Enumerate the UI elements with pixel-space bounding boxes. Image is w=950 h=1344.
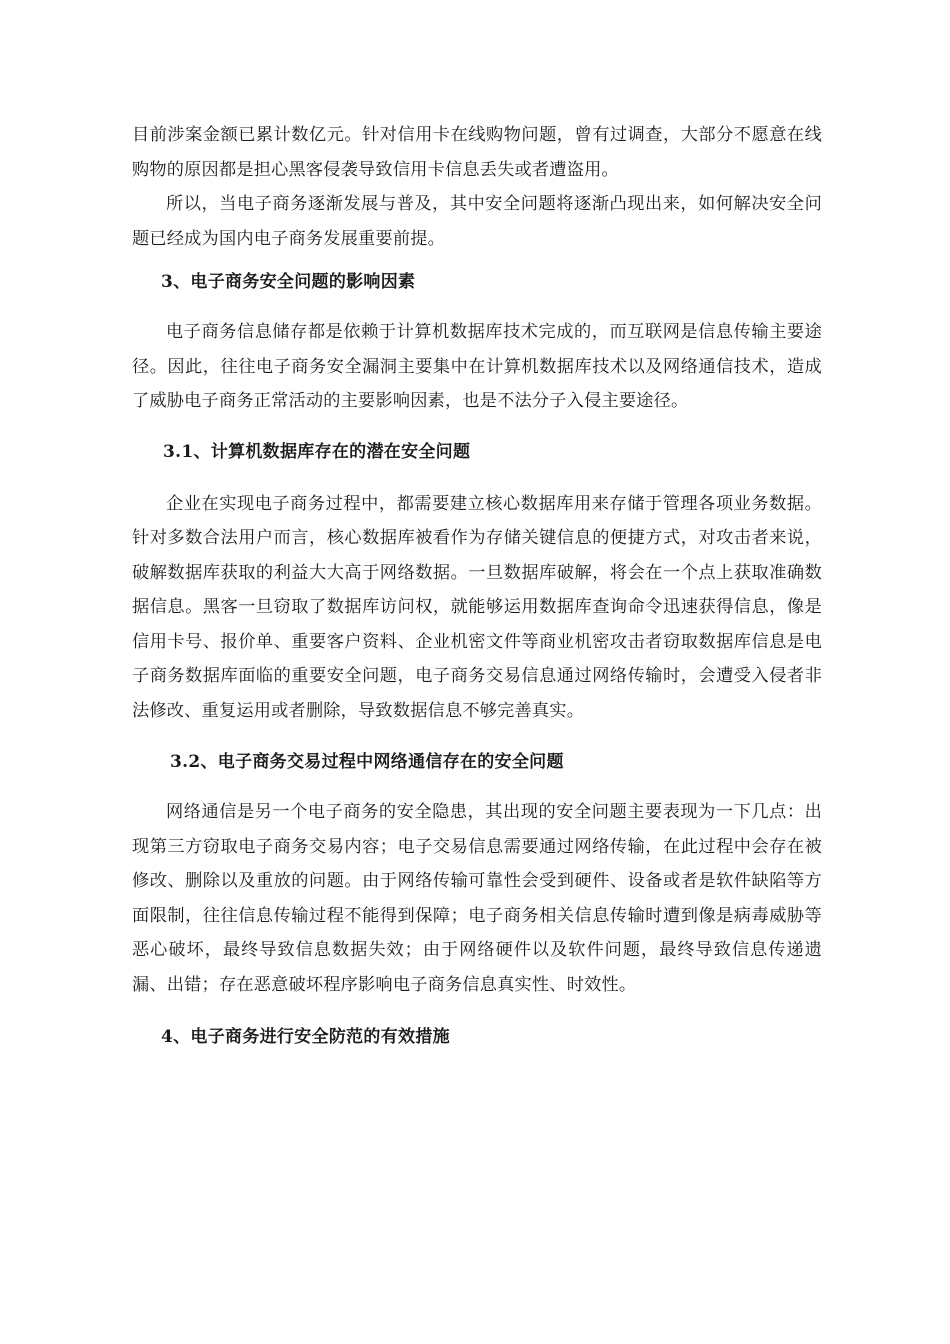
section-heading-3-1: 3.1、计算机数据库存在的潜在安全问题: [163, 441, 471, 462]
section-heading-3: 3、电子商务安全问题的影响因素: [161, 272, 416, 292]
section-heading-4: 4、电子商务进行安全防范的有效措施: [161, 1027, 450, 1047]
paragraph-security-premise: 所以，当电子商务逐渐发展与普及，其中安全问题将逐渐凸现出来，如何解决安全问题已经成为国内电子商务发展重要前提。: [132, 194, 822, 249]
paragraph-influencing-factors: 电子商务信息储存都是依赖于计算机数据库技术完成的，而互联网是信息传输主要途径。因此，往往电子商务安全漏洞主要集中在计算机数据库技术以及网络通信技术，造成了威胁电子商务正常活动的主要影响因素，也是不法分子入侵主要途径。: [132, 322, 822, 411]
section-heading-3-2: 3.2、电子商务交易过程中网络通信存在的安全问题: [170, 752, 564, 772]
paragraph-database-security: 企业在实现电子商务过程中，都需要建立核心数据库用来存储于管理各项业务数据。针对多数合法用户而言，核心数据库被看作为存储关键信息的便捷方式，对攻击者来说，破解数据库获取的利益大大高于网络数据。一旦数据库破解，将会在一个点上获取准确数据信息。黑客一旦窃取了数据库访问权，就能够运用数据库查询命令迅速获得信息，像是信用卡号、报价单、重要客户资料、企业机密文件等商业机密攻击者窃取数据库信息是电子商务数据库面临的重要安全问题，电子商务交易信息通过网络传输时，会遭受入侵者非法修改、重复运用或者删除，导致数据信息不够完善真实。: [132, 493, 822, 721]
paragraph-network-security: 网络通信是另一个电子商务的安全隐患，其出现的安全问题主要表现为一下几点：出现第三方窃取电子商务交易内容；电子交易信息需要通过网络传输，在此过程中会存在被修改、删除以及重放的问题。由于网络传输可靠性会受到硬件、设备或者是软件缺陷等方面限制，往往信息传输过程不能得到保障；电子商务相关信息传输时遭到像是病毒威胁等恶心破坏，最终导致信息数据失效；由于网络硬件以及软件问题，最终导致信息传递遗漏、出错；存在恶意破坏程序影响电子商务信息真实性、时效性。: [132, 802, 822, 995]
paragraph-fraud-amount: 目前涉案金额已累计数亿元。针对信用卡在线购物问题，曾有过调查，大部分不愿意在线购物的原因都是担心黑客侵袭导致信用卡信息丢失或者遭盗用。: [132, 125, 822, 180]
document-body: [132, 118, 822, 1054]
